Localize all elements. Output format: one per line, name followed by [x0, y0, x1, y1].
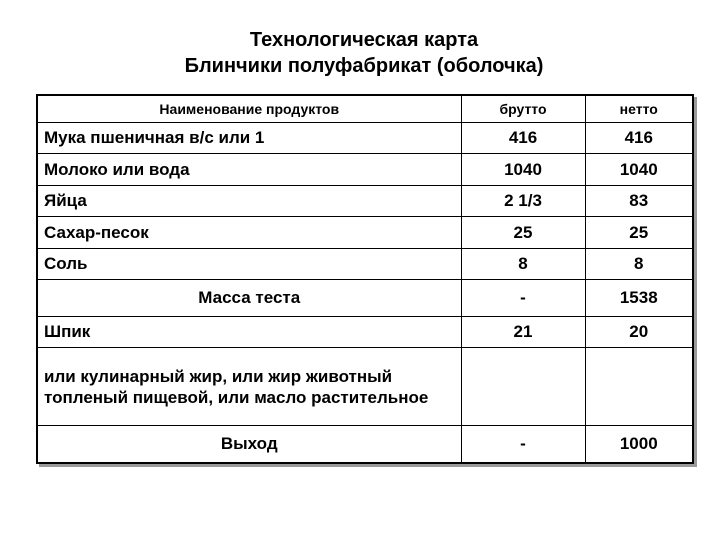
product-name: Мука пшеничная в/с или 1	[37, 123, 461, 154]
table-row	[37, 316, 693, 347]
yield-row	[37, 426, 693, 463]
net-value: 1040	[585, 154, 693, 185]
gross-value	[461, 348, 585, 426]
product-name: или кулинарный жир, или жир животный топленый пищевой, или масло растительное	[37, 348, 461, 426]
document-title: Технологическая карта	[249, 29, 479, 51]
table-row	[37, 348, 693, 426]
net-value	[585, 348, 693, 426]
gross-value: 2 1/3	[461, 185, 585, 216]
header-net: нетто	[585, 95, 693, 123]
gross-value: -	[461, 426, 585, 463]
product-name: Молоко или вода	[37, 154, 461, 185]
net-value: 20	[585, 316, 693, 347]
gross-value: 416	[461, 123, 585, 154]
product-name: Шпик	[37, 316, 461, 347]
header-gross: брутто	[461, 95, 585, 123]
dough-mass-label: Масса теста	[37, 280, 461, 317]
gross-value: 25	[461, 217, 585, 248]
net-value: 8	[585, 248, 693, 279]
table-row	[37, 217, 693, 248]
document-subtitle: Блинчики полуфабрикат (оболочка)	[184, 55, 544, 77]
yield-label: Выход	[37, 426, 461, 463]
technological-card-table	[36, 94, 694, 464]
table-row	[37, 123, 693, 154]
table-row	[37, 185, 693, 216]
gross-value: 8	[461, 248, 585, 279]
table-row	[37, 248, 693, 279]
product-name: Яйца	[37, 185, 461, 216]
gross-value: -	[461, 280, 585, 317]
product-name: Сахар-песок	[37, 217, 461, 248]
net-value: 1538	[585, 280, 693, 317]
net-value: 25	[585, 217, 693, 248]
net-value: 416	[585, 123, 693, 154]
header-product-name: Наименование продуктов	[37, 95, 461, 123]
table-row	[37, 154, 693, 185]
gross-value: 1040	[461, 154, 585, 185]
net-value: 1000	[585, 426, 693, 463]
gross-value: 21	[461, 316, 585, 347]
table-header-row	[37, 95, 693, 123]
net-value: 83	[585, 185, 693, 216]
dough-mass-row	[37, 280, 693, 317]
product-name: Соль	[37, 248, 461, 279]
